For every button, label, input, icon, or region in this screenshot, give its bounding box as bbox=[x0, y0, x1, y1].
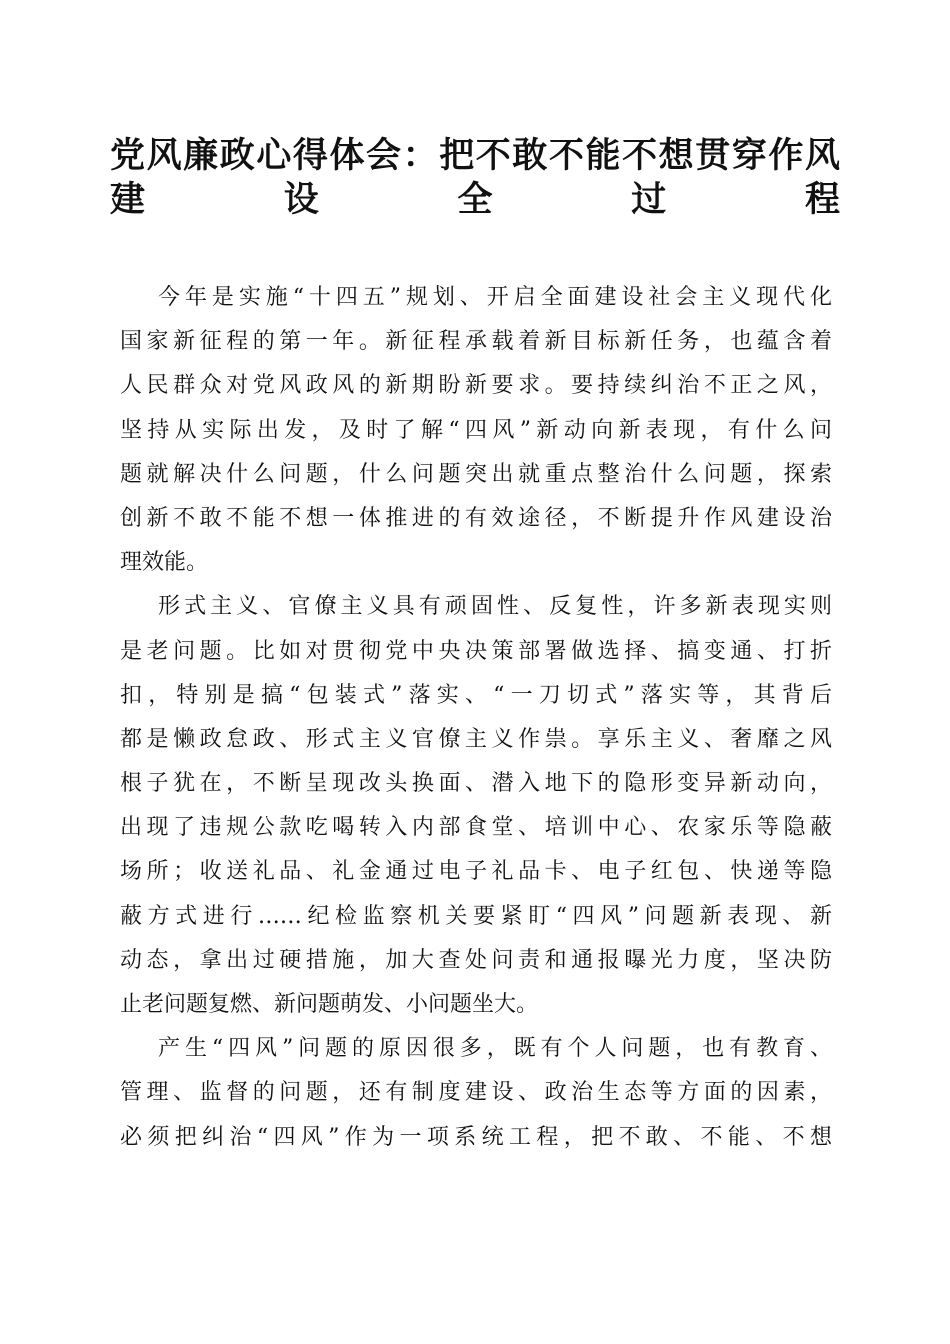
paragraph-2 bbox=[120, 585, 832, 1027]
paragraph-line: 是老问题。比如对贯彻党中央决策部署做选择、搞变通、打折 bbox=[120, 638, 832, 664]
paragraph-line: 人民群众对党风政风的新期盼新要求。要持续纠治不正之风， bbox=[120, 373, 832, 399]
paragraph-line: 国家新征程的第一年。新征程承载着新目标新任务，也蕴含着 bbox=[120, 329, 832, 355]
paragraph-line: 止老问题复燃、新问题萌发、小问题坐大。 bbox=[120, 992, 539, 1017]
title-line-2: 建设全过程 bbox=[110, 179, 840, 221]
paragraph-line: 根子犹在，不断呈现改头换面、潜入地下的隐形变异新动向， bbox=[120, 771, 832, 797]
document-title bbox=[110, 132, 840, 220]
paragraph-line: 理效能。 bbox=[120, 550, 209, 576]
paragraph-line: 蔽方式进行……纪检监察机关要紧盯“四风”问题新表现、新 bbox=[120, 903, 832, 929]
paragraph-line: 扣，特别是搞“包装式”落实、“一刀切式”落实等，其背后 bbox=[120, 682, 832, 708]
paragraph-line: 动态，拿出过硬措施，加大查处问责和通报曝光力度，坚决防 bbox=[120, 947, 832, 973]
paragraph-line: 形式主义、官僚主义具有顽固性、反复性，许多新表现实则 bbox=[158, 594, 832, 620]
document-body bbox=[120, 276, 832, 1160]
paragraph-line: 出现了违规公款吃喝转入内部食堂、培训中心、农家乐等隐蔽 bbox=[120, 815, 832, 841]
title-line-1: 党风廉政心得体会：把不敢不能不想贯穿作风 bbox=[110, 135, 840, 176]
paragraph-line: 场所；收送礼品、礼金通过电子礼品卡、电子红包、快递等隐 bbox=[120, 859, 832, 885]
paragraph-line: 产生“四风”问题的原因很多，既有个人问题，也有教育、 bbox=[158, 1036, 832, 1062]
paragraph-3 bbox=[120, 1027, 832, 1160]
paragraph-line: 管理、监督的问题，还有制度建设、政治生态等方面的因素， bbox=[120, 1080, 832, 1106]
paragraph-line: 都是懒政怠政、形式主义官僚主义作祟。享乐主义、奢靡之风 bbox=[120, 726, 832, 752]
paragraph-line: 创新不敢不能不想一体推进的有效途径，不断提升作风建设治 bbox=[120, 505, 832, 531]
paragraph-1 bbox=[120, 276, 832, 585]
paragraph-line: 坚持从实际出发，及时了解“四风”新动向新表现，有什么问 bbox=[120, 417, 832, 443]
paragraph-line: 今年是实施“十四五”规划、开启全面建设社会主义现代化 bbox=[158, 285, 832, 310]
paragraph-line: 必须把纠治“四风”作为一项系统工程，把不敢、不能、不想 bbox=[120, 1124, 832, 1150]
paragraph-line: 题就解决什么问题，什么问题突出就重点整治什么问题，探索 bbox=[120, 461, 832, 487]
